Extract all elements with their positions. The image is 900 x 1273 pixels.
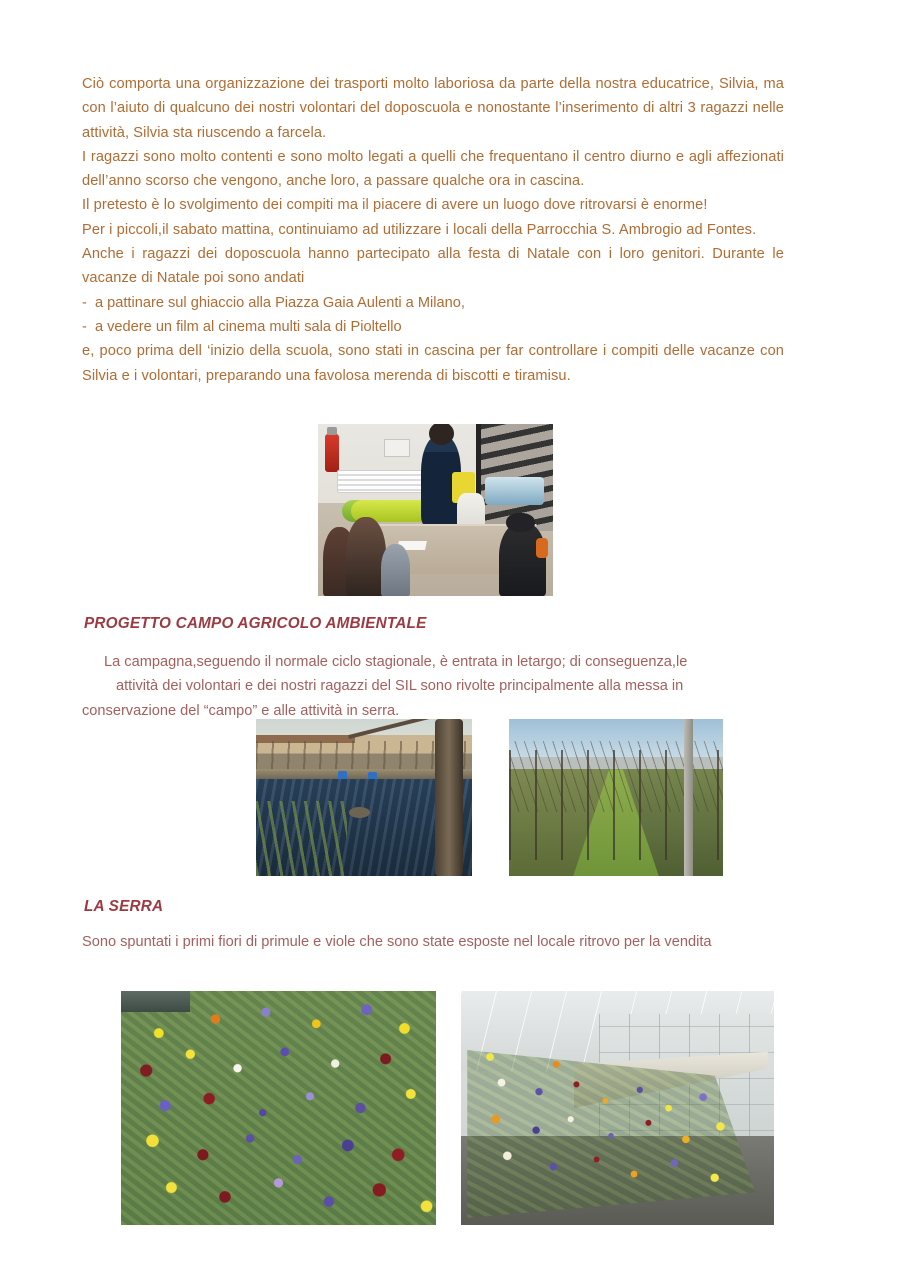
campagna-line-1: La campagna,seguendo il normale ciclo stagionale, è entrata in letargo; di conseguenza,le	[104, 654, 688, 670]
wall-poster-shape	[384, 439, 410, 457]
photo-viole-primule	[121, 991, 436, 1225]
list-item-cinema: - a vedere un film al cinema multi sala di Pioltello	[82, 318, 402, 335]
list-item-ice-skating: - a pattinare sul ghiaccio alla Piazza Gaia Aulenti a Milano,	[82, 294, 465, 311]
paragraph-transport-organization: Ciò comporta una organizzazione dei trasporti molto laboriosa da parte della nostra educatrice, Silvia, ma con l’aiuto di qualcuno dei nostri volontari del doposcuola e nonostante l’inserimento di altri 3 ragazzi nelle attività, Silvia sta riuscendo a farcela.	[82, 76, 784, 141]
child-figure-2	[346, 517, 386, 596]
child-figure-4	[499, 522, 546, 596]
heading-progetto-campo-agricolo-ambientale: PROGETTO CAMPO AGRICOLO AMBIENTALE	[84, 615, 427, 632]
paragraph-homework-pretext: Il pretesto è lo svolgimento dei compiti ma il piacere di avere un luogo dove ritrovarsi è enorme!	[82, 197, 708, 214]
paragraph-school-start-snack: e, poco prima dell ‘inizio della scuola, sono stati in cascina per far controllare i compiti delle vacanze con Silvia e i volontari, preparando una favolosa merenda di biscotti e tiramisu.	[82, 343, 784, 384]
photo-serra-interno	[461, 991, 774, 1225]
child-figure-3	[381, 544, 409, 596]
paragraph-primule-viole: Sono spuntati i primi fiori di primule e viole che sono state esposte nel locale ritrovo per la vendita	[82, 934, 712, 950]
campagna-line-2: attività dei volontari e dei nostri ragazzi del SIL sono rivolte principalmente alla messa in	[116, 678, 684, 695]
paragraph-saturday-parish: Per i piccoli,il sabato mattina, continuiamo ad utilizzare i locali della Parrocchia S. Ambrogio ad Fontes.	[82, 221, 757, 238]
paragraph-christmas-party: Anche i ragazzi dei doposcuola hanno partecipato alla festa di Natale con i loro genitori. Durante le vacanze di Natale poi sono andati	[82, 246, 784, 287]
photo-vigneto-content	[509, 719, 723, 876]
blue-container-shape	[485, 477, 544, 505]
photo-campo-telo	[256, 719, 472, 876]
paragraph-campagna-letargo	[82, 650, 784, 723]
photo-doposcuola-classroom	[318, 424, 553, 596]
heading-la-serra: LA SERRA	[84, 898, 164, 915]
foreground-post-shape	[684, 719, 693, 876]
photo-campo-telo-content	[256, 719, 472, 876]
photo-serra-interno-content	[461, 991, 774, 1225]
weeds-shape	[256, 801, 347, 876]
tree-trunk-shape	[435, 719, 463, 876]
photo-doposcuola-classroom-content	[318, 424, 553, 596]
campagna-line-3: conservazione del “campo” e alle attività in serra.	[82, 702, 400, 719]
paragraph-kids-happy: I ragazzi sono molto contenti e sono molto legati a quelli che frequentano il centro diurno e agli affezionati dell’anno scorso che vengono, anche loro, a passare qualche ora in cascina.	[82, 148, 784, 190]
fire-extinguisher-icon	[325, 434, 339, 472]
photo-vigneto	[509, 719, 723, 876]
document-body	[82, 72, 784, 388]
rock-shape	[349, 807, 371, 818]
railing-shape	[121, 991, 190, 1012]
radiator-shape	[337, 470, 424, 493]
